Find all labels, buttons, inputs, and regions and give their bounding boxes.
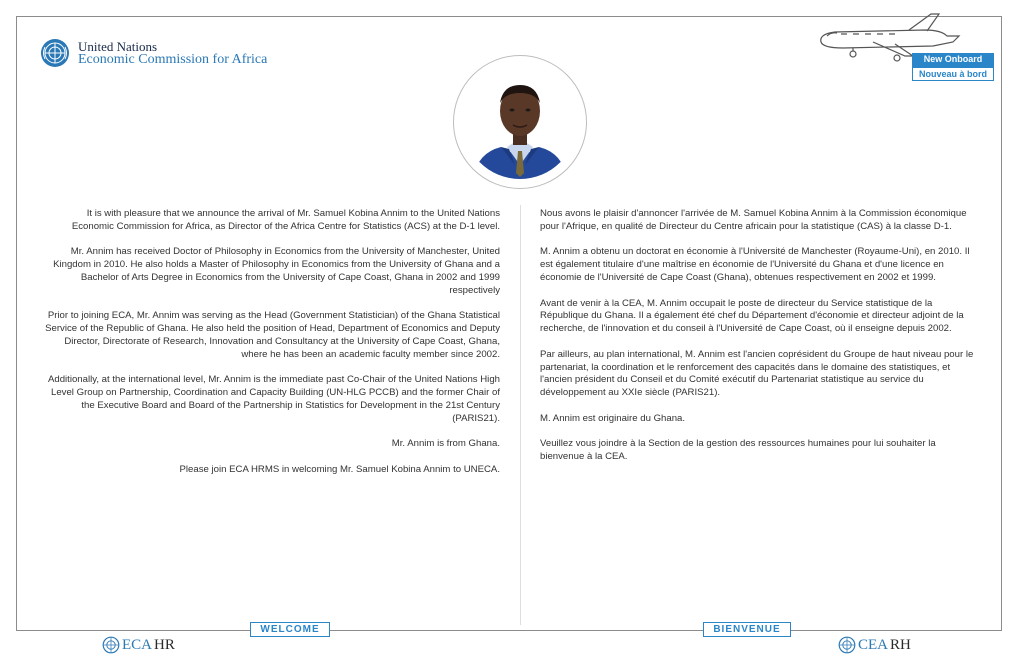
fr-paragraph-4: Par ailleurs, au plan international, M. Annim est l'ancien coprésident du Groupe de haut niveau pour le partenariat, la coordination et le renforcement des capacités dans le domaine des statistiques, et l'ancien président du Conseil et du Comité exécutif du Partenariat statistique au service du développement au XXIe siècle (PARIS21).	[540, 348, 974, 399]
eca-text: ECA	[122, 636, 152, 653]
bienvenue-tab: BIENVENUE	[703, 622, 791, 637]
fr-paragraph-2: M. Annim a obtenu un doctorat en économie à l'Université de Manchester (Royaume-Uni), en 2010. Il est également titulaire d'une maîtrise en économie de l'Université du Ghana et d'une licence en économie de l'Université de Cape Coast (Ghana), obtenues respectivement en 2002 et 1999.	[540, 246, 970, 283]
un-eca-logo	[40, 38, 267, 68]
fr-paragraph-6: Veuillez vous joindre à la Section de la gestion des ressources humaines pour lui souhaiter la bienvenue à la CEA.	[540, 438, 936, 463]
org-name-line2: Economic Commission for Africa	[78, 51, 268, 67]
en-paragraph-4: Additionally, at the international level, Mr. Annim is the immediate past Co-Chair of the United Nations High Level Group on Partnership, Coordination and Capacity Building (UN-HLG PCCB) and the former Chair of the Executive Board and Board of the Partnership in Statistics for Development in the 21st Century (PARIS21).	[47, 374, 500, 424]
en-paragraph-5: Mr. Annim is from Ghana.	[391, 438, 500, 450]
un-emblem-icon	[102, 636, 120, 654]
new-onboard-badge: New Onboard	[912, 53, 994, 67]
fr-paragraph-5: M. Annim est originaire du Ghana.	[540, 412, 686, 424]
en-paragraph-6: Please join ECA HRMS in welcoming Mr. Samuel Kobina Annim to UNECA.	[179, 463, 500, 475]
en-paragraph-1: It is with pleasure that we announce the arrival of Mr. Samuel Kobina Annim to the United Nations Economic Commission for Africa, as Director of the Africa Centre for Statistics (ACS) at the D-1 level.	[71, 208, 500, 232]
rh-text: RH	[890, 636, 911, 653]
portrait-frame	[453, 55, 587, 189]
column-divider	[520, 205, 521, 625]
org-name-line1: United Nations	[78, 38, 158, 54]
hr-text: HR	[154, 636, 175, 653]
en-paragraph-3: Prior to joining ECA, Mr. Annim was serving as the Head (Government Statistician) of the Ghana Statistical Service of the Republic of Ghana. He also held the position of Head, Department of Economics and Deputy Director, Directorate of Research, Innovation and Consultancy at the University of Cape Coast, Ghana, where he has been an academic faculty member since 2002.	[45, 310, 500, 360]
welcome-tab: WELCOME	[250, 622, 330, 637]
fr-paragraph-3: Avant de venir à la CEA, M. Annim occupait le poste de directeur du Service statistique de la République du Ghana. Il a également été chef du Département d'économie et directeur adjoint de la recherche, de l'innovation et du conseil à l'Université de Cape Coast, où il enseigne depuis 2002.	[540, 297, 964, 335]
english-announcement	[45, 208, 500, 490]
en-paragraph-2: Mr. Annim has received Doctor of Philosophy in Economics from the University of Manchester, United Kingdom in 2010. He also holds a Master of Philosophy in Economics from the University of Ghana and a Bachelor of Arts Degree in Economics from the University of Cape Coast, Ghana in 2002 and 1999 respectively	[53, 246, 500, 296]
portrait-photo	[463, 65, 577, 179]
cea-rh-logo	[838, 636, 911, 654]
french-announcement	[540, 208, 975, 477]
nouveau-a-bord-badge: Nouveau à bord	[912, 67, 994, 81]
cea-text: CEA	[858, 636, 888, 653]
fr-paragraph-1: Nous avons le plaisir d'annoncer l'arrivée de M. Samuel Kobina Annim à la Commission économique pour l'Afrique, en qualité de Directeur du Centre africain pour la statistique (CAS) à la classe D-1.	[540, 208, 967, 232]
eca-hr-logo	[102, 636, 175, 654]
un-emblem-icon	[838, 636, 856, 654]
un-emblem-icon	[40, 38, 70, 68]
